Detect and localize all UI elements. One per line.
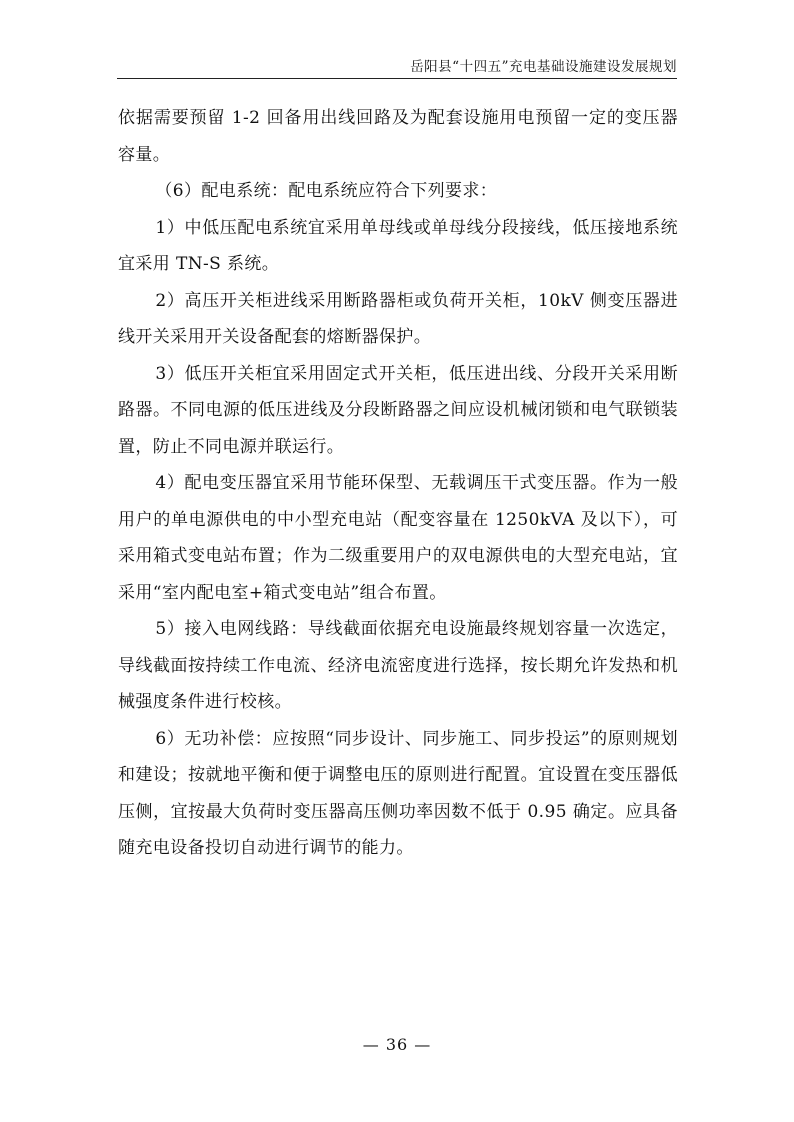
paragraph-item-4: 4）配电变压器宜采用节能环保型、无载调压干式变压器。作为一般用户的单电源供电的中小型充电站（配变容量在 1250kVA 及以下），可采用箱式变电站布置；作为二级重要用户的双电源供电的大型充电站，宜采用“室内配电室+箱式变电站”组合布置。 <box>118 473 678 603</box>
page-number: — 36 — <box>362 1035 432 1054</box>
page-header <box>117 52 677 79</box>
paragraph-item-5: 5）接入电网线路：导线截面依据充电设施最终规划容量一次选定，导线截面按持续工作电流、经济电流密度进行选择，按长期允许发热和机械强度条件进行校核。 <box>118 619 678 712</box>
document-body <box>118 100 678 867</box>
paragraph-item-3: 3）低压开关柜宜采用固定式开关柜，低压进出线、分段开关采用断路器。不同电源的低压进线及分段断路器之间应设机械闭锁和电气联锁装置，防止不同电源并联运行。 <box>118 363 678 457</box>
header-title: 岳阳县“十四五”充电基础设施建设发展规划 <box>410 59 677 75</box>
paragraph-distribution-system: （6）配电系统：配电系统应符合下列要求： <box>155 181 498 201</box>
paragraph-item-2: 2）高压开关柜进线采用断路器柜或负荷开关柜，10kV 侧变压器进线开关采用开关设备配套的熔断器保护。 <box>118 290 678 347</box>
paragraph-item-6: 6）无功补偿：应按照“同步设计、同步施工、同步投运”的原则规划和建设；按就地平衡和便于调整电压的原则进行配置。宜设置在变压器低压侧，宜按最大负荷时变压器高压侧功率因数不低于 0.95 确定。应具备随充电设备投切自动进行调节的能力。 <box>118 728 678 858</box>
paragraph-continuation: 依据需要预留 1-2 回备用出线回路及为配套设施用电预留一定的变压器容量。 <box>118 108 678 165</box>
paragraph-item-1: 1）中低压配电系统宜采用单母线或单母线分段接线，低压接地系统宜采用 TN-S 系统。 <box>118 217 678 274</box>
